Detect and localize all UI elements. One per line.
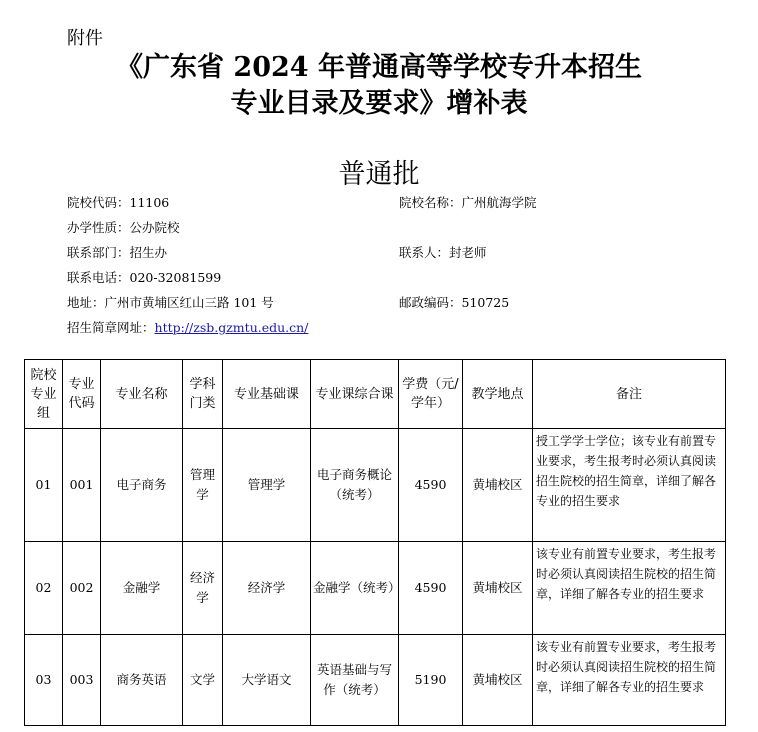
table-cell: 黄埔校区 bbox=[463, 542, 533, 635]
table-cell: 经济学 bbox=[223, 542, 311, 635]
header-cell: 专业基础课 bbox=[223, 360, 311, 429]
contact-department: 联系部门：招生办 bbox=[67, 245, 168, 260]
table-header-row bbox=[25, 360, 726, 429]
table-cell: 电子商务概论（统考） bbox=[311, 429, 399, 542]
document-title-line1: 《广东省 2024 年普通高等学校专升本招生 bbox=[116, 52, 642, 83]
contact-phone: 联系电话：020-32081599 bbox=[67, 270, 222, 285]
website-row bbox=[67, 318, 308, 336]
table-row bbox=[25, 635, 726, 726]
school-address: 地址：广州市黄埔区红山三路 101 号 bbox=[67, 295, 274, 310]
header-cell: 教学地点 bbox=[463, 360, 533, 429]
batch-heading: 普通批 bbox=[338, 159, 420, 190]
table-cell: 大学语文 bbox=[223, 635, 311, 726]
document-title-line2: 专业目录及要求》增补表 bbox=[230, 88, 528, 119]
table-cell: 01 bbox=[25, 429, 63, 542]
header-cell: 学科门类 bbox=[183, 360, 223, 429]
table-cell: 金融学 bbox=[101, 542, 183, 635]
header-cell: 学费（元/学年） bbox=[399, 360, 463, 429]
table-row bbox=[25, 429, 726, 542]
table-cell: 文学 bbox=[183, 635, 223, 726]
table-cell: 02 bbox=[25, 542, 63, 635]
website-link[interactable]: http://zsb.gzmtu.edu.cn/ bbox=[154, 320, 309, 335]
table-cell: 经济学 bbox=[183, 542, 223, 635]
table-note-cell: 该专业有前置专业要求，考生报考时必须认真阅读招生院校的招生简章，详细了解各专业的招生要求 bbox=[533, 542, 726, 635]
major-table bbox=[24, 359, 726, 726]
table-cell: 金融学（统考） bbox=[311, 542, 399, 635]
header-cell: 专业名称 bbox=[101, 360, 183, 429]
table-cell: 黄埔校区 bbox=[463, 429, 533, 542]
table-note-cell: 该专业有前置专业要求，考生报考时必须认真阅读招生院校的招生简章，详细了解各专业的招生要求 bbox=[533, 635, 726, 726]
table-row bbox=[25, 542, 726, 635]
table-note-cell: 授工学学士学位；该专业有前置专业要求，考生报考时必须认真阅读招生院校的招生简章，详细了解各专业的招生要求 bbox=[533, 429, 726, 542]
table-cell: 黄埔校区 bbox=[463, 635, 533, 726]
table-cell: 001 bbox=[63, 429, 101, 542]
table-cell: 03 bbox=[25, 635, 63, 726]
attachment-label: 附件 bbox=[67, 28, 103, 49]
school-code: 院校代码：11106 bbox=[67, 195, 170, 210]
header-cell: 备注 bbox=[533, 360, 726, 429]
school-nature: 办学性质：公办院校 bbox=[67, 220, 180, 235]
header-cell: 专业代码 bbox=[63, 360, 101, 429]
table-cell: 5190 bbox=[399, 635, 463, 726]
table-cell: 002 bbox=[63, 542, 101, 635]
header-cell: 专业课综合课 bbox=[311, 360, 399, 429]
table-cell: 4590 bbox=[399, 542, 463, 635]
school-postcode: 邮政编码：510725 bbox=[399, 295, 510, 310]
header-cell: 院校专业组 bbox=[25, 360, 63, 429]
table-cell: 4590 bbox=[399, 429, 463, 542]
table-cell: 电子商务 bbox=[101, 429, 183, 542]
table-cell: 003 bbox=[63, 635, 101, 726]
table-cell: 商务英语 bbox=[101, 635, 183, 726]
table-cell: 英语基础与写作（统考） bbox=[311, 635, 399, 726]
table-cell: 管理学 bbox=[183, 429, 223, 542]
table-cell: 管理学 bbox=[223, 429, 311, 542]
contact-person: 联系人：封老师 bbox=[399, 245, 487, 260]
website-label: 招生简章网址： bbox=[67, 320, 155, 335]
school-name: 院校名称：广州航海学院 bbox=[399, 195, 537, 210]
